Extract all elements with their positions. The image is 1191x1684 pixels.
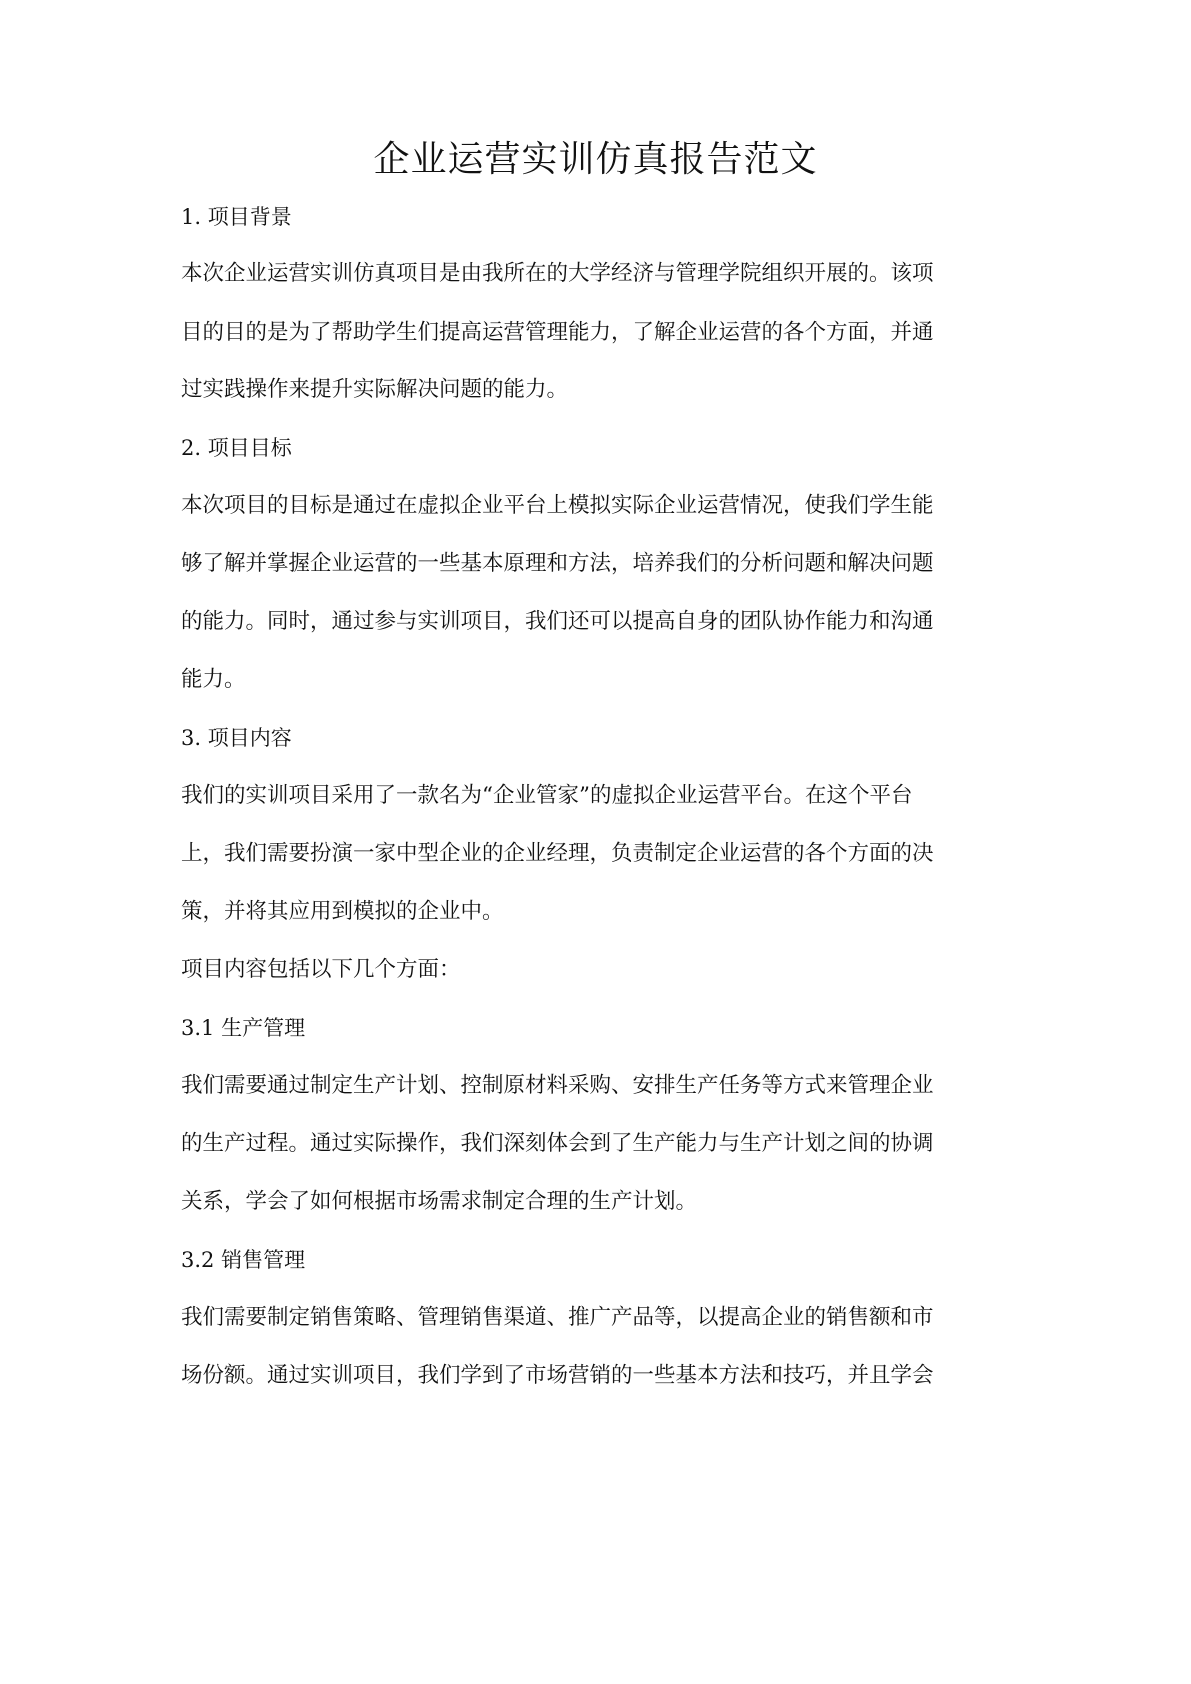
section-heading-3: 3. 项目内容 [181,726,292,750]
section-heading-1: 1. 项目背景 [181,205,292,229]
paragraph-line: 够了解并掌握企业运营的一些基本原理和方法，培养我们的分析问题和解决问题 [181,551,934,576]
section-heading-2: 2. 项目目标 [181,436,292,460]
paragraph-line: 上，我们需要扮演一家中型企业的企业经理，负责制定企业运营的各个方面的决 [181,841,934,866]
paragraph-line: 目的目的是为了帮助学生们提高运营管理能力，了解企业运营的各个方面，并通 [181,320,934,345]
subsection-heading-3-2: 3.2 销售管理 [181,1248,306,1272]
paragraph-line: 本次项目的目标是通过在虚拟企业平台上模拟实际企业运营情况，使我们学生能 [181,493,934,518]
paragraph-line: 的生产过程。通过实际操作，我们深刻体会到了生产能力与生产计划之间的协调 [181,1131,934,1156]
document-title: 企业运营实训仿真报告范文 [373,139,818,180]
paragraph-line: 能力。 [181,667,246,692]
paragraph-line: 项目内容包括以下几个方面： [181,957,461,982]
paragraph-line: 过实践操作来提升实际解决问题的能力。 [181,377,569,402]
paragraph-line: 我们需要通过制定生产计划、控制原材料采购、安排生产任务等方式来管理企业 [181,1073,934,1098]
paragraph-line: 的能力。同时，通过参与实训项目，我们还可以提高自身的团队协作能力和沟通 [181,609,934,634]
paragraph-line: 场份额。通过实训项目，我们学到了市场营销的一些基本方法和技巧，并且学会 [181,1363,934,1388]
paragraph-line: 本次企业运营实训仿真项目是由我所在的大学经济与管理学院组织开展的。该项 [181,261,934,286]
paragraph-line: 我们的实训项目采用了一款名为“企业管家”的虚拟企业运营平台。在这个平台 [181,783,913,808]
paragraph-line: 策，并将其应用到模拟的企业中。 [181,899,504,924]
paragraph-line: 我们需要制定销售策略、管理销售渠道、推广产品等，以提高企业的销售额和市 [181,1305,934,1330]
subsection-heading-3-1: 3.1 生产管理 [181,1016,306,1040]
paragraph-line: 关系，学会了如何根据市场需求制定合理的生产计划。 [181,1189,698,1214]
